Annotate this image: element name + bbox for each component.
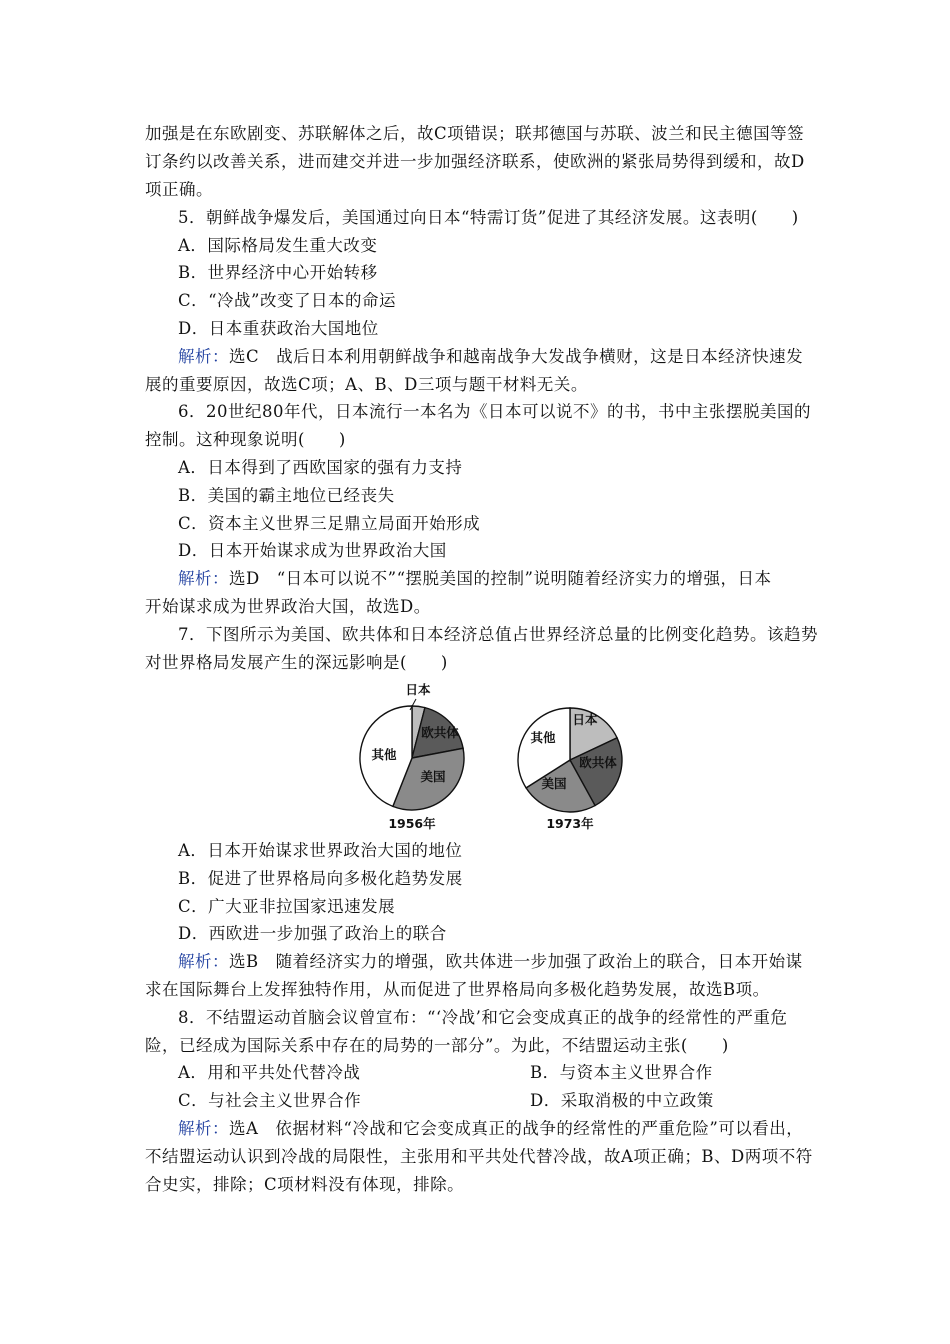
q7-analysis-line: 求在国际舞台上发挥独特作用，从而促进了世界格局向多极化趋势发展，故选B项。 — [145, 980, 770, 999]
pie-chart-1973 — [518, 708, 622, 831]
slice-label: 欧共体 — [421, 725, 459, 740]
q6-option-a: A．日本得到了西欧国家的强有力支持 — [178, 458, 463, 477]
q6-stem: 控制。这种现象说明( ) — [145, 430, 346, 449]
q7-stem: 7．下图所示为美国、欧共体和日本经济总值占世界经济总量的比例变化趋势。该趋势 — [178, 625, 818, 644]
prev-line: 加强是在东欧剧变、苏联解体之后，故C项错误；联邦德国与苏联、波兰和民主德国等签 — [145, 124, 805, 143]
q7-stem: 对世界格局发展产生的深远影响是( ) — [145, 653, 448, 672]
q8-option-d: D．采取消极的中立政策 — [530, 1091, 714, 1110]
q8-analysis-line: 合史实，排除；C项材料没有体现，排除。 — [145, 1175, 465, 1194]
slice-label: 其他 — [530, 730, 556, 745]
analysis-label: 解析： — [178, 347, 229, 366]
q5-option-b: B．世界经济中心开始转移 — [178, 263, 378, 282]
q6-stem: 6．20世纪80年代，日本流行一本名为《日本可以说不》的书，书中主张摆脱美国的 — [178, 402, 811, 421]
q5-option-d: D．日本重获政治大国地位 — [178, 319, 379, 338]
q8-option-c: C．与社会主义世界合作 — [178, 1091, 362, 1110]
slice-label: 欧共体 — [579, 755, 617, 770]
slice-label: 其他 — [371, 747, 397, 762]
q5-option-a: A．国际格局发生重大改变 — [178, 236, 378, 255]
q5-stem: 5．朝鲜战争爆发后，美国通过向日本“特需订货”促进了其经济发展。这表明( ) — [178, 208, 799, 227]
q6-option-b: B．美国的霸主地位已经丧失 — [178, 486, 395, 505]
q7-option-d: D．西欧进一步加强了政治上的联合 — [178, 924, 447, 943]
chart-title: 1973年 — [546, 816, 594, 831]
q6-option-d: D．日本开始谋求成为世界政治大国 — [178, 541, 447, 560]
pie-chart-1956 — [360, 682, 464, 831]
q8-option-b: B．与资本主义世界合作 — [530, 1063, 713, 1082]
q8-option-a: A．用和平共处代替冷战 — [178, 1063, 361, 1082]
analysis-label: 解析： — [178, 952, 229, 971]
prev-line: 订条约以改善关系，进而建交并进一步加强经济联系，使欧洲的紧张局势得到缓和，故D — [145, 152, 805, 171]
q7-option-a: A．日本开始谋求世界政治大国的地位 — [178, 841, 463, 860]
slice-label: 日本 — [572, 712, 598, 727]
slice-label: 日本 — [405, 682, 431, 697]
q6-option-c: C．资本主义世界三足鼎立局面开始形成 — [178, 514, 481, 533]
q5-analysis-line: 解析：选C 战后日本利用朝鲜战争和越南战争大发战争横财，这是日本经济快速发 — [178, 347, 804, 366]
analysis-label: 解析： — [178, 1119, 229, 1138]
q8-stem: 险，已经成为国际关系中存在的局势的一部分”。为此，不结盟运动主张( ) — [145, 1036, 729, 1055]
q6-analysis-line: 开始谋求成为世界政治大国，故选D。 — [145, 597, 431, 616]
q5-option-c: C．“冷战”改变了日本的命运 — [178, 291, 396, 310]
q7-option-c: C．广大亚非拉国家迅速发展 — [178, 897, 396, 916]
q5-analysis-line: 展的重要原因，故选C项；A、B、D三项与题干材料无关。 — [145, 375, 588, 394]
slice-label: 美国 — [420, 769, 446, 784]
analysis-label: 解析： — [178, 569, 229, 588]
q8-analysis-line: 解析：选A 依据材料“冷战和它会变成真正的战争的经常性的严重危险”可以看出， — [178, 1119, 804, 1138]
q7-option-b: B．促进了世界格局向多极化趋势发展 — [178, 869, 463, 888]
q6-analysis-line: 解析：选D “日本可以说不”“摆脱美国的控制”说明随着经济实力的增强，日本 — [178, 569, 772, 588]
q8-stem: 8．不结盟运动首脑会议曾宣布：“‘冷战’和它会变成真正的战争的经常性的严重危 — [178, 1008, 788, 1027]
prev-line: 项正确。 — [145, 180, 213, 199]
q7-analysis-line: 解析：选B 随着经济实力的增强，欧共体进一步加强了政治上的联合，日本开始谋 — [178, 952, 803, 971]
pie-chart-figure — [340, 678, 640, 836]
slice-label: 美国 — [541, 776, 567, 791]
chart-title: 1956年 — [388, 816, 436, 831]
q8-analysis-line: 不结盟运动认识到冷战的局限性，主张用和平共处代替冷战，故A项正确；B、D两项不符 — [145, 1147, 813, 1166]
